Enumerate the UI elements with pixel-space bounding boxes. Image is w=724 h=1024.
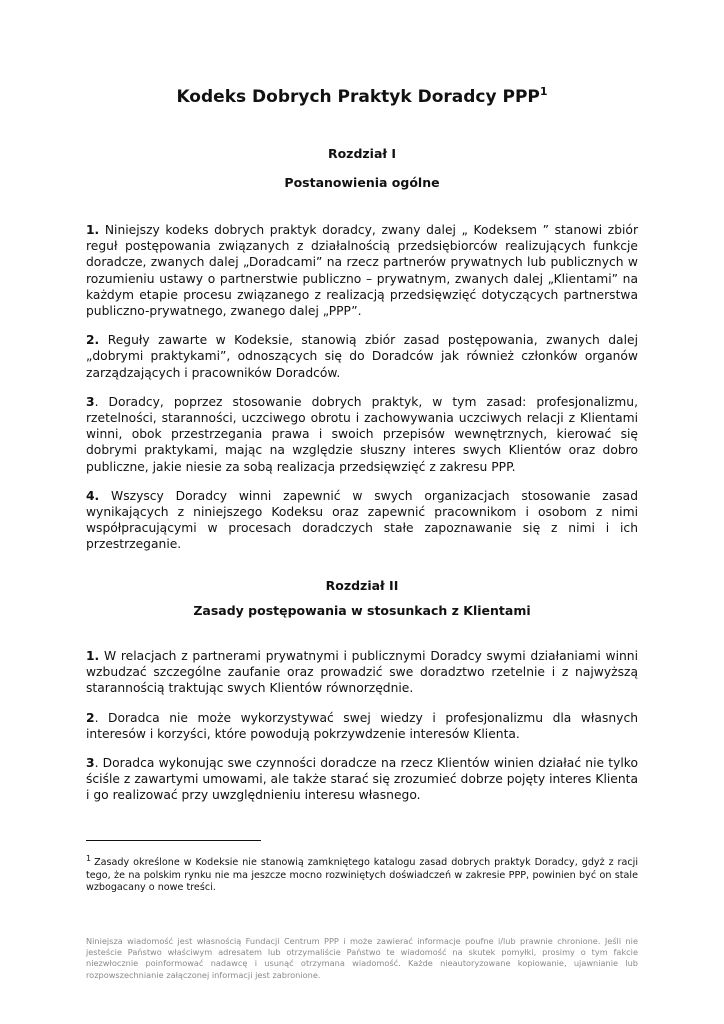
paragraph-number: 3 xyxy=(86,394,95,409)
paragraph-number: 2 xyxy=(86,710,95,725)
paragraph-text: . Doradca nie może wykorzystywać swej wiedzy i profesjonalizmu dla własnych interesów i korzyści, które powodują pokrzywdzenie interesów Klienta. xyxy=(86,710,638,741)
paragraph-text: W relacjach z partnerami prywatnymi i publicznymi Doradcy swymi działaniami winni wzbudzać szczególne zaufanie oraz prowadzić swe doradztwo rzetelnie i z najwyższą starannością traktując swych Klientów równorzędnie. xyxy=(86,649,638,696)
paragraph-text: Reguły zawarte w Kodeksie, stanowią zbiór zasad postępowania, zwanych dalej „dobrymi praktykami”, odnoszących się do Doradców jak również członków organów zarządzających i pracowników Doradców. xyxy=(86,333,638,380)
chapter-2-paragraph-2 xyxy=(86,710,638,742)
chapter-1-body xyxy=(86,222,638,566)
paragraph-number: 4. xyxy=(86,488,100,503)
footnote-separator xyxy=(86,840,261,841)
paragraph-number: 3 xyxy=(86,756,95,771)
paragraph-text: Wszyscy Doradcy winni zapewnić w swych organizacjach stosowanie zasad wynikających z niniejszego Kodeksu oraz zapewnić pracownikom i osobom z nimi współpracującymi w procesach doradczych stałe zapoznawanie się z nimi i ich przestrzeganie. xyxy=(86,488,638,552)
title-footnote-ref: 1 xyxy=(539,85,548,98)
paragraph-text: Niniejszy kodeks dobrych praktyk doradcy, zwany dalej „ Kodeksem ” stanowi zbiór reguł postępowania związanych z działalnością przedsiębiorców realizujących funkcje doradcze, zwanych dalej „Doradcami” na rzecz partnerów prywatnych lub publicznych w rozumieniu ustawy o partnerstwie publiczno – prywatnym, zwanych dalej „Klientami” na każdym etapie procesu związanego z realizacją przedsięwzięć dotyczących partnerstwa publiczno-prywatnego, zwanego dalej „PPP”. xyxy=(86,223,638,319)
chapter-2-label: Rozdział II xyxy=(325,578,399,593)
paragraph-text: . Doradca wykonując swe czynności doradcze na rzecz Klientów winien działać nie tylko ściśle z zawartymi umowami, ale także starać się zrozumieć dobrze pojęty interes Klienta i go realizować przy uwzględnieniu interesu własnego. xyxy=(86,756,638,803)
chapter-1-paragraph-1 xyxy=(86,222,638,319)
chapter-1-subtitle: Postanowienia ogólne xyxy=(284,175,440,190)
document-title xyxy=(86,86,638,108)
footnote xyxy=(86,854,638,895)
chapter-2-paragraph-3 xyxy=(86,755,638,804)
paragraph-number: 2. xyxy=(86,333,100,348)
chapter-2-paragraph-1 xyxy=(86,648,638,697)
title-text: Kodeks Dobrych Praktyk Doradcy PPP xyxy=(176,87,540,107)
chapter-1-paragraph-4 xyxy=(86,488,638,553)
chapter-1-paragraph-2 xyxy=(86,332,638,381)
paragraph-text: . Doradcy, poprzez stosowanie dobrych praktyk, w tym zasad: profesjonalizmu, rzetelności, staranności, uczciwego obrotu i zachowywania uczciwych relacji z Klientami winni, obok przestrzegania prawa i swoich przepisów wewnętrznych, kierować się dobrymi praktykami, mając na względzie słuszny interes swych Klientów oraz dobro publiczne, jakie niesie za sobą realizacja przedsięwzięć z zakresu PPP. xyxy=(86,394,638,474)
paragraph-number: 1. xyxy=(86,649,100,663)
paragraph-number: 1. xyxy=(86,223,100,237)
chapter-1-label: Rozdział I xyxy=(327,146,397,161)
chapter-2-subtitle: Zasady postępowania w stosunkach z Klientami xyxy=(193,603,531,618)
chapter-2-body xyxy=(86,648,638,817)
footnote-number: 1 xyxy=(86,854,92,863)
chapter-1-paragraph-3 xyxy=(86,394,638,475)
footnote-text: Zasady określone w Kodeksie nie stanowią zamkniętego katalogu zasad dobrych praktyk Doradcy, gdyż z racji tego, że na polskim rynku nie ma jeszcze mocno rozwiniętych doświadczeń w zakresie PPP, powinien być on stale wzbogacany o nowe treści. xyxy=(86,857,638,894)
confidentiality-disclaimer: Niniejsza wiadomość jest własnością Fundacji Centrum PPP i może zawierać informacje poufne i/lub prawnie chronione. Jeśli nie jesteście Państwo właściwym adresatem lub otrzymaliście Państwo te wiadomość na skutek pomyłki, prosimy o tym fakcie niezwłocznie poinformować nadawcę i usunąć otrzymana wiadomość. Każde nieautoryzowane kopiowanie, ujawnianie lub rozpowszechnianie załączonej informacji jest zabronione. xyxy=(86,936,638,980)
